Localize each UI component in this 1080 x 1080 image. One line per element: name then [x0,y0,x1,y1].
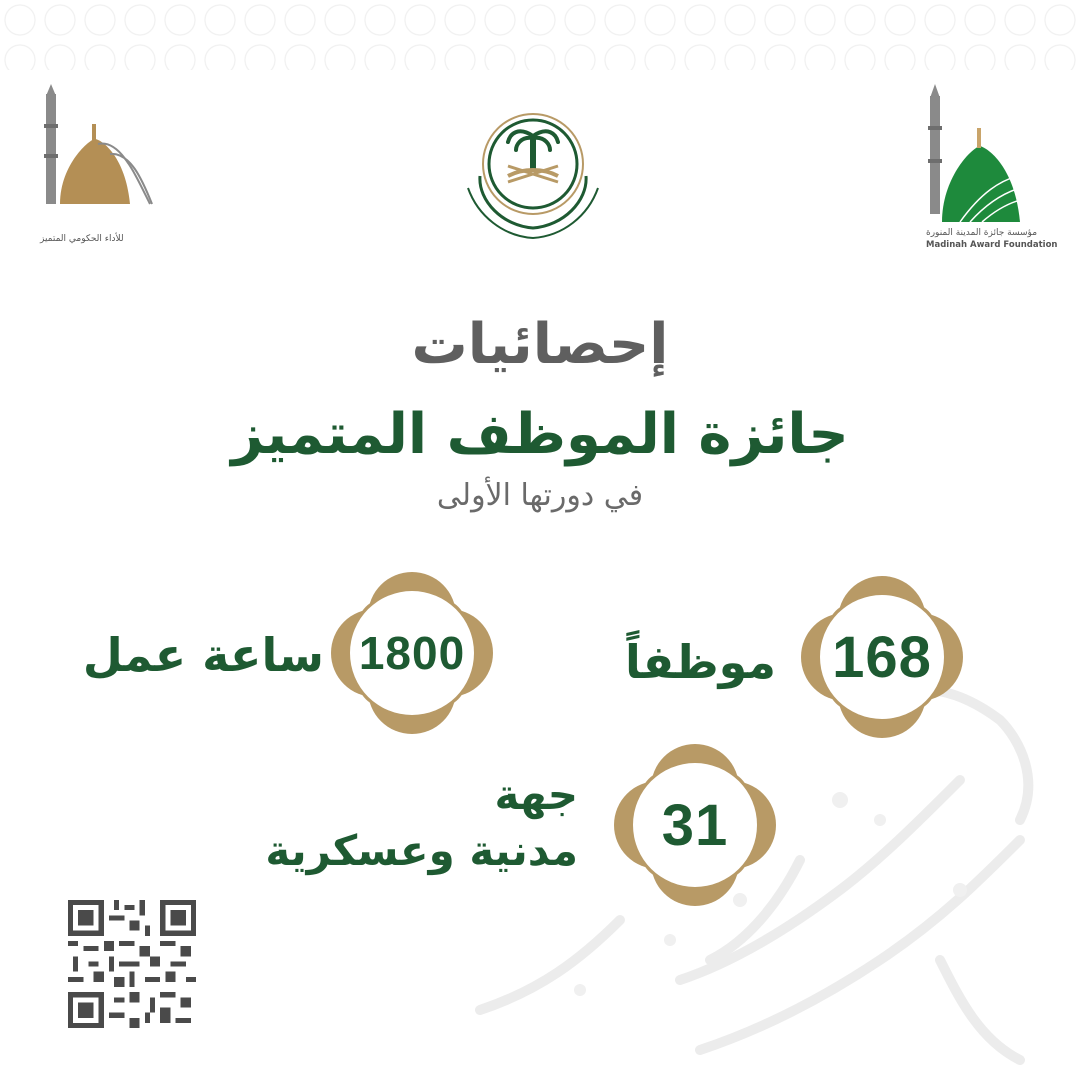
madinah-award-foundation-logo [920,84,1058,254]
stat-value-employees: 168 [832,624,932,690]
stat-label-employees: موظفاً [624,635,776,689]
stat-label-entities-line2: مدنية وعسكرية [265,826,578,875]
stat-badge-employees [797,572,967,742]
page-subtitle: في دورتها الأولى [436,478,644,513]
stat-value-hours: 1800 [358,627,466,679]
madinah-emblem-icon [458,106,608,246]
award-name: جائزة الموظف المتميز [231,402,849,467]
decorative-pattern-band [0,0,1080,70]
left-logo-caption: للأداء الحكومي المتميز [40,234,124,244]
stat-label-entities-line1: جهة [494,770,578,819]
madinah-region-emblem [458,106,608,246]
madinah-government-award-icon [40,84,190,234]
qr-code-icon [68,900,196,1028]
stat-badge-hours [327,568,497,738]
stat-value-entities: 31 [661,792,729,858]
stat-badge-entities [610,740,780,910]
stat-label-hours: ساعة عمل [82,628,324,682]
right-logo-caption-ar: مؤسسة جائزة المدينة المنورة [926,228,1038,238]
page-title: إحصائيات [411,312,669,377]
madinah-government-award-logo [40,84,190,254]
madinah-award-foundation-icon [920,84,1040,229]
right-logo-caption-en: Madinah Award Foundation [926,240,1058,250]
